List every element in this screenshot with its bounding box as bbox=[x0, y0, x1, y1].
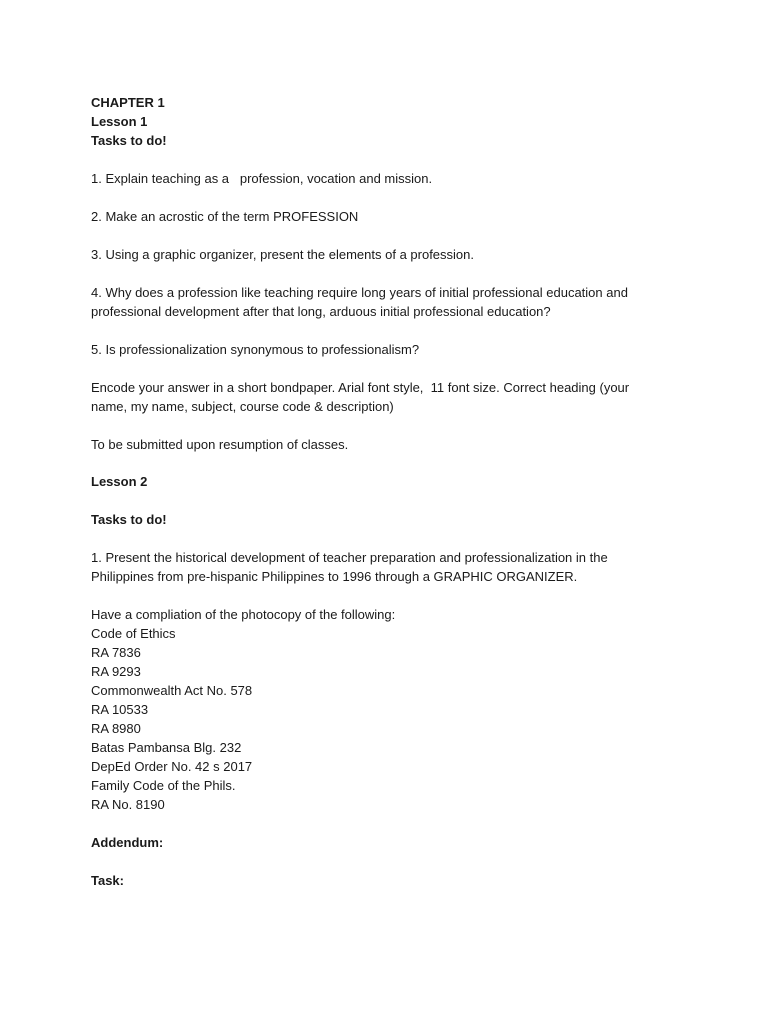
compilation-item-ra-10533: RA 10533 bbox=[91, 702, 149, 717]
lesson-1-task-4-line-1: 4. Why does a profession like teaching require long years of initial professional education and bbox=[91, 285, 628, 300]
compilation-intro: Have a compliation of the photocopy of the following: bbox=[91, 607, 396, 622]
lesson-1-task-2: 2. Make an acrostic of the term PROFESSION bbox=[91, 209, 359, 224]
lesson-1-task-3: 3. Using a graphic organizer, present the elements of a profession. bbox=[91, 247, 474, 262]
compilation-item-ra-8190: RA No. 8190 bbox=[91, 797, 165, 812]
lesson-2-task-1-line-2: Philippines from pre-hispanic Philippines to 1996 through a GRAPHIC ORGANIZER. bbox=[91, 569, 578, 584]
compilation-item-family-code: Family Code of the Phils. bbox=[91, 778, 236, 793]
lesson-1-task-4-line-2: professional development after that long, arduous initial professional education? bbox=[91, 304, 551, 319]
compilation-item-ra-7836: RA 7836 bbox=[91, 645, 141, 660]
lesson-1-task-1: 1. Explain teaching as a profession, vocation and mission. bbox=[91, 171, 433, 186]
chapter-heading: CHAPTER 1 bbox=[91, 95, 165, 110]
instructions-line-2: name, my name, subject, course code & description) bbox=[91, 399, 394, 414]
submission-note: To be submitted upon resumption of classes. bbox=[91, 437, 349, 452]
instructions-line-1: Encode your answer in a short bondpaper. Arial font style, 11 font size. Correct heading (your bbox=[91, 380, 630, 395]
compilation-item-code-of-ethics: Code of Ethics bbox=[91, 626, 176, 641]
lesson-2-tasks-heading: Tasks to do! bbox=[91, 512, 167, 527]
lesson-2-task-1-line-1: 1. Present the historical development of teacher preparation and professionalization in the bbox=[91, 550, 608, 565]
addendum-heading: Addendum: bbox=[91, 835, 164, 850]
compilation-item-commonwealth-act-578: Commonwealth Act No. 578 bbox=[91, 683, 253, 698]
compilation-item-bp-232: Batas Pambansa Blg. 232 bbox=[91, 740, 242, 755]
addendum-task-label: Task: bbox=[91, 873, 124, 888]
lesson-1-task-5: 5. Is professionalization synonymous to professionalism? bbox=[91, 342, 420, 357]
compilation-item-ra-9293: RA 9293 bbox=[91, 664, 141, 679]
lesson-1-tasks-heading: Tasks to do! bbox=[91, 133, 167, 148]
compilation-item-deped-order-42: DepEd Order No. 42 s 2017 bbox=[91, 759, 253, 774]
compilation-item-ra-8980: RA 8980 bbox=[91, 721, 141, 736]
lesson-2-heading: Lesson 2 bbox=[91, 474, 148, 489]
lesson-1-heading: Lesson 1 bbox=[91, 114, 148, 129]
